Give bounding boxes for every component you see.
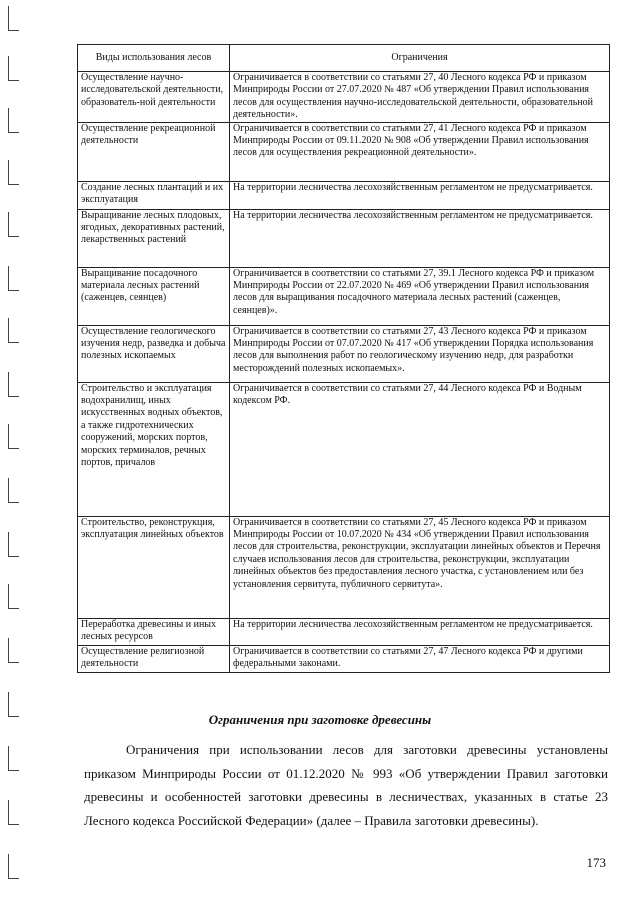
- table-row: [78, 645, 610, 672]
- table-row: [78, 618, 610, 645]
- column-header-restriction: Ограничения: [230, 45, 610, 72]
- forest-use-restrictions-table: [77, 44, 610, 673]
- activity-cell: Строительство и эксплуатация водохранилищ, иных искусственных водных объектов, а также гидротехнических сооружений, морских портов, морских терминалов, речных портов, причалов: [78, 382, 230, 516]
- restriction-cell: Ограничивается в соответствии со статьями 27, 41 Лесного кодекса РФ и приказом Минприроды России от 09.11.2020 № 908 «Об утверждении Правил использования лесов для осуществления рекреационной деятельности».: [230, 122, 610, 181]
- restriction-cell: Ограничивается в соответствии со статьями 27, 44 Лесного кодекса РФ и Водным кодексом РФ.: [230, 382, 610, 516]
- table-row: [78, 516, 610, 618]
- table-row: [78, 122, 610, 181]
- table-row: [78, 181, 610, 209]
- section-heading: Ограничения при заготовке древесины: [208, 712, 432, 727]
- binding-marks: [0, 0, 26, 905]
- activity-cell: Выращивание лесных плодовых, ягодных, декоративных растений, лекарственных растений: [78, 209, 230, 267]
- restriction-cell: Ограничивается в соответствии со статьями 27, 40 Лесного кодекса РФ и приказом Минприроды России от 27.07.2020 № 487 «Об утверждении Правил использования лесов для осуществления научно-исследовательской деятельности, образовательной деятельности».: [230, 72, 610, 123]
- activity-cell: Создание лесных плантаций и их эксплуатация: [78, 181, 230, 209]
- activity-cell: Осуществление геологического изучения недр, разведка и добыча полезных ископаемых: [78, 325, 230, 382]
- restriction-cell: Ограничивается в соответствии со статьями 27, 43 Лесного кодекса РФ и приказом Минприроды России от 07.07.2020 № 417 «Об утверждении Порядка использования лесов для выполнения работ по геологическому изучению недр, для разработки месторождений полезных ископаемых».: [230, 325, 610, 382]
- restriction-cell: Ограничивается в соответствии со статьями 27, 47 Лесного кодекса РФ и другими федеральными законами.: [230, 645, 610, 672]
- table-row: [78, 382, 610, 516]
- section-paragraph: Ограничения при использовании лесов для заготовки древесины установлены приказом Минприроды России от 01.12.2020 № 993 «Об утверждении Правил заготовки древесины и особенностей заготовки древесины в лесничествах, указанных в статье 23 Лесного кодекса Российской Федерации» (далее – Правила заготовки древесины).: [84, 742, 608, 828]
- activity-cell: Осуществление религиозной деятельности: [78, 645, 230, 672]
- activity-cell: Строительство, реконструкция, эксплуатация линейных объектов: [78, 516, 230, 618]
- table-row: [78, 209, 610, 267]
- activity-cell: Осуществление научно-исследовательской деятельности, образователь-ной деятельности: [78, 72, 230, 123]
- table-row: [78, 72, 610, 123]
- restriction-cell: Ограничивается в соответствии со статьями 27, 39.1 Лесного кодекса РФ и приказом Минприроды России от 22.07.2020 № 469 «Об утверждении Правил использования лесов для выращивания посадочного материала лесных растений (саженцев, сеянцев)».: [230, 267, 610, 325]
- column-header-activity: Виды использования лесов: [78, 45, 230, 72]
- activity-cell: Осуществление рекреационной деятельности: [78, 122, 230, 181]
- activity-cell: Выращивание посадочного материала лесных растений (саженцев, сеянцев): [78, 267, 230, 325]
- restriction-cell: На территории лесничества лесохозяйственным регламентом не предусматривается.: [230, 181, 610, 209]
- table-header-row: [78, 45, 610, 72]
- table-row: [78, 267, 610, 325]
- activity-cell: Переработка древесины и иных лесных ресурсов: [78, 618, 230, 645]
- restriction-cell: На территории лесничества лесохозяйственным регламентом не предусматривается.: [230, 618, 610, 645]
- table-row: [78, 325, 610, 382]
- restriction-cell: На территории лесничества лесохозяйственным регламентом не предусматривается.: [230, 209, 610, 267]
- restriction-cell: Ограничивается в соответствии со статьями 27, 45 Лесного кодекса РФ и приказом Минприроды России от 10.07.2020 № 434 «Об утверждении Правил использования лесов для строительства, реконструкции, эксплуатации линейных объектов и Перечня случаев использования лесов для строительства, реконструкции, эксплуатации линейных объектов без предоставления лесного участка, с установлением или без установления сервитута, публичного сервитута».: [230, 516, 610, 618]
- page-number: 173: [586, 855, 606, 870]
